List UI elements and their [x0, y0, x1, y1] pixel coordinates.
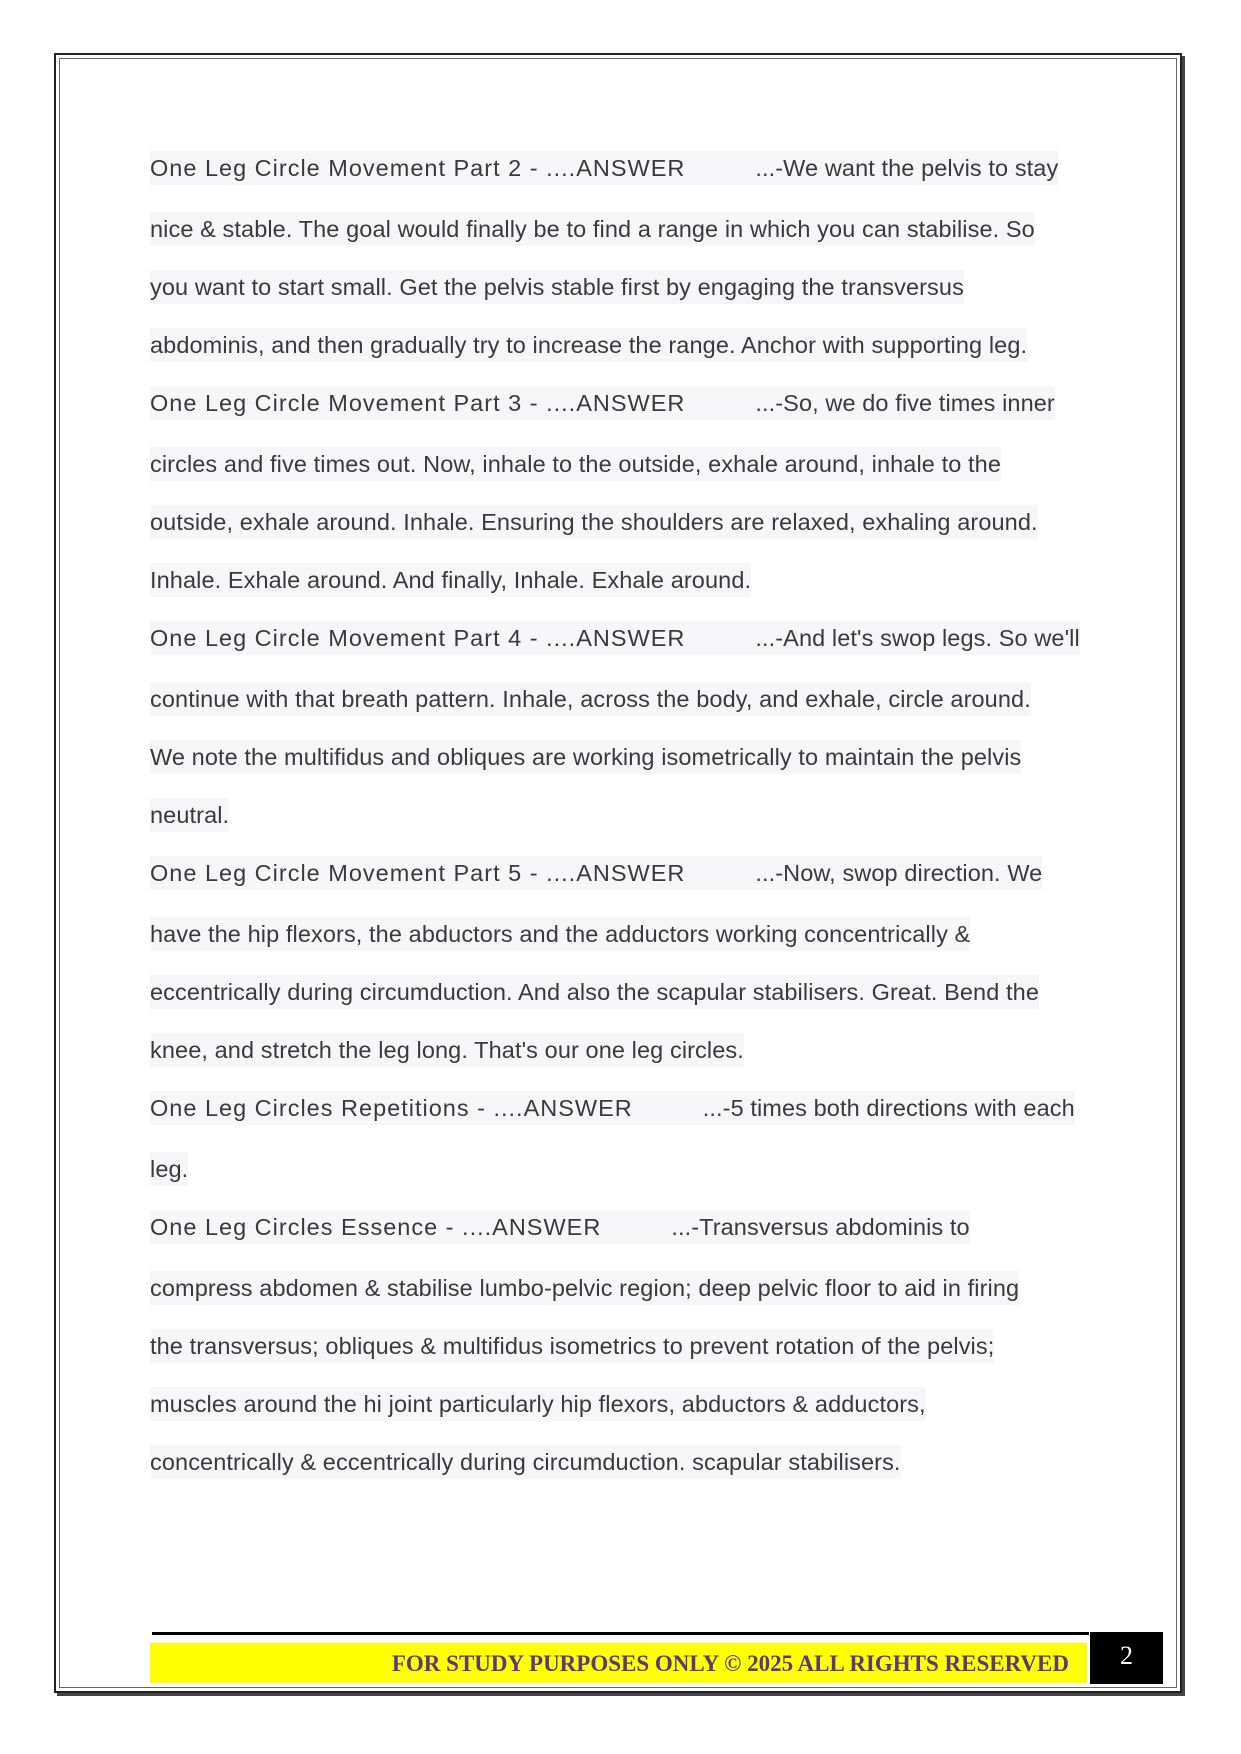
question-line: [150, 850, 1090, 911]
question-line: [150, 1085, 1090, 1146]
footer-divider: [152, 1632, 1089, 1635]
document-body: [150, 145, 1090, 1497]
qa-entry-repetitions: [150, 1085, 1090, 1204]
question-line: [150, 615, 1090, 676]
answer-line: continue with that breath pattern. Inhale, across the body, and exhale, circle around.: [150, 676, 1090, 734]
question-line: [150, 145, 1090, 206]
answer-line: abdominis, and then gradually try to increase the range. Anchor with supporting leg.: [150, 322, 1090, 380]
answer-text: ...-Now, swop direction. We: [755, 860, 1043, 886]
question-text: One Leg Circle Movement Part 2 - ....ANSWER: [150, 155, 686, 181]
answer-line: We note the multifidus and obliques are working isometrically to maintain the pelvis: [150, 734, 1090, 792]
footer-copyright: FOR STUDY PURPOSES ONLY © 2025 ALL RIGHTS RESERVED: [150, 1643, 1087, 1683]
qa-entry-part-5: [150, 850, 1090, 1085]
answer-line: you want to start small. Get the pelvis stable first by engaging the transversus: [150, 264, 1090, 322]
answer-line: Inhale. Exhale around. And finally, Inhale. Exhale around.: [150, 557, 1090, 615]
qa-entry-part-4: [150, 615, 1090, 850]
answer-text: ...-5 times both directions with each: [702, 1095, 1075, 1121]
answer-line: outside, exhale around. Inhale. Ensuring the shoulders are relaxed, exhaling around.: [150, 499, 1090, 557]
question-text: One Leg Circles Essence - ....ANSWER: [150, 1214, 602, 1240]
answer-line: nice & stable. The goal would finally be to find a range in which you can stabilise. So: [150, 206, 1090, 264]
answer-line: neutral.: [150, 792, 1090, 850]
question-text: One Leg Circle Movement Part 4 - ....ANSWER: [150, 625, 686, 651]
answer-line: leg.: [150, 1146, 1090, 1204]
page-number: 2: [1090, 1632, 1163, 1684]
answer-line: knee, and stretch the leg long. That's our one leg circles.: [150, 1027, 1090, 1085]
answer-line: eccentrically during circumduction. And also the scapular stabilisers. Great. Bend the: [150, 969, 1090, 1027]
answer-line: circles and five times out. Now, inhale to the outside, exhale around, inhale to the: [150, 441, 1090, 499]
answer-line: the transversus; obliques & multifidus isometrics to prevent rotation of the pelvis;: [150, 1323, 1090, 1381]
question-text: One Leg Circle Movement Part 3 - ....ANSWER: [150, 390, 686, 416]
answer-text: ...-Transversus abdominis to: [671, 1214, 970, 1240]
qa-entry-part-2: [150, 145, 1090, 380]
question-text: One Leg Circle Movement Part 5 - ....ANSWER: [150, 860, 686, 886]
qa-entry-essence: [150, 1204, 1090, 1497]
answer-line: compress abdomen & stabilise lumbo-pelvic region; deep pelvic floor to aid in firing: [150, 1265, 1090, 1323]
answer-line: concentrically & eccentrically during circumduction. scapular stabilisers.: [150, 1439, 1090, 1497]
answer-text: ...-So, we do five times inner: [755, 390, 1055, 416]
question-line: [150, 1204, 1090, 1265]
answer-text: ...-We want the pelvis to stay: [755, 155, 1059, 181]
qa-entry-part-3: [150, 380, 1090, 615]
answer-line: have the hip flexors, the abductors and the adductors working concentrically &: [150, 911, 1090, 969]
question-line: [150, 380, 1090, 441]
answer-text: ...-And let's swop legs. So we'll: [755, 625, 1080, 651]
answer-line: muscles around the hi joint particularly hip flexors, abductors & adductors,: [150, 1381, 1090, 1439]
question-text: One Leg Circles Repetitions - ....ANSWER: [150, 1095, 633, 1121]
